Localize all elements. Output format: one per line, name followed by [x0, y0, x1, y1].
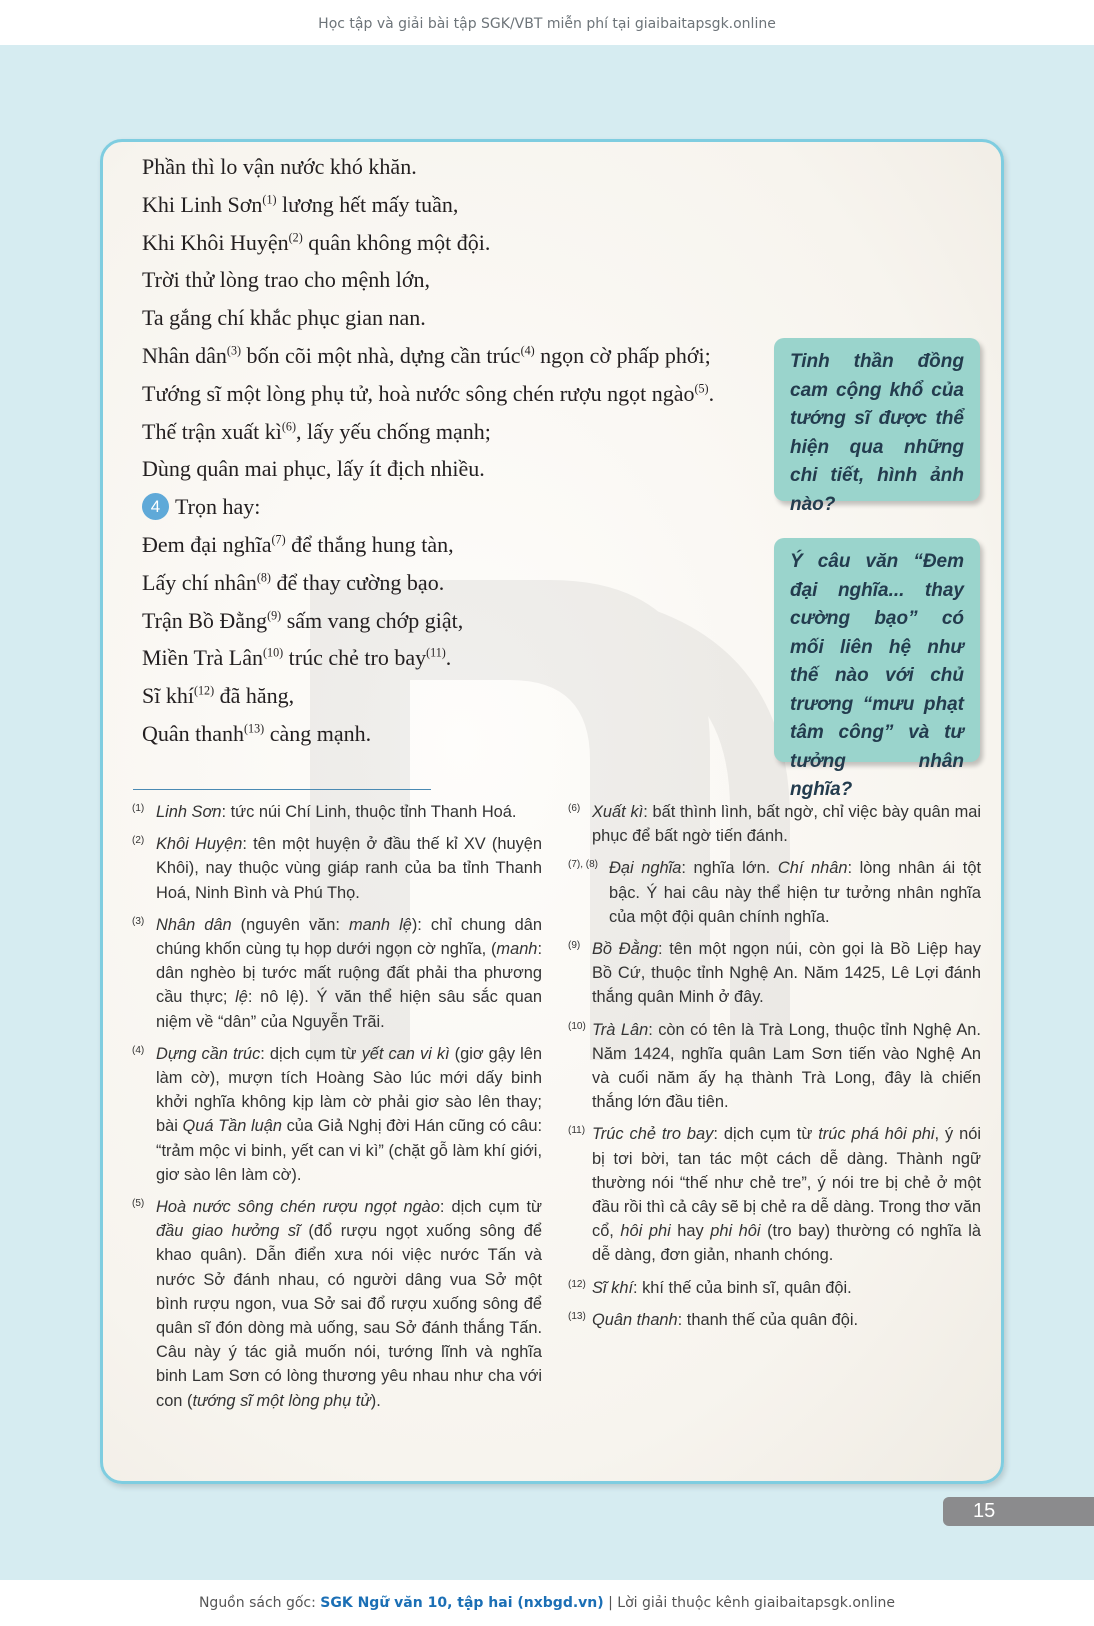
poem-line — [142, 413, 714, 451]
footnote-item — [568, 1276, 981, 1300]
footnote-marker: (7), (8) — [568, 859, 598, 871]
text-run: : còn có tên là Trà Long, thuộc tỉnh Nghệ An. Năm 1424, nghĩa quân Lam Sơn tiến vào Nghệ An và cuối năm ấy hạ thành Trà Long, đây là chiến thắng lớn đầu tiên. — [592, 1020, 981, 1112]
text-run: : bất thình lình, bất ngờ, chỉ việc bày quân mai phục để bất ngờ tiến đánh. — [592, 803, 981, 846]
text-run: Nhân dân — [142, 342, 227, 368]
poem-line — [142, 337, 714, 375]
poem-line — [142, 602, 714, 640]
italic-term: lệ — [235, 988, 248, 1007]
footnote-ref: (11) — [426, 645, 446, 660]
footnote-ref: (3) — [226, 343, 242, 358]
italic-term: Dựng cần trúc — [156, 1044, 261, 1063]
text-run: : dịch cụm từ — [260, 1044, 362, 1063]
poem-line — [142, 639, 714, 677]
text-run: Trời thử lòng trao cho mệnh lớn, — [142, 267, 430, 293]
italic-term: Sĩ khí — [592, 1278, 633, 1297]
text-run: trúc chẻ tro bay — [283, 645, 427, 671]
text-run: : dịch cụm từ — [439, 1198, 542, 1217]
poem-line — [142, 224, 714, 262]
footnote-marker: (6) — [568, 803, 581, 814]
footnotes-left-column — [132, 800, 542, 1421]
italic-term: Nhân dân — [156, 915, 232, 934]
italic-term: Đại nghĩa — [609, 859, 682, 878]
text-run: Đem đại nghĩa — [142, 531, 272, 557]
poem-line — [142, 526, 714, 564]
footer-prefix: Nguồn sách gốc: — [198, 1595, 321, 1611]
footnote-item — [568, 1122, 981, 1267]
footnote-divider — [133, 789, 431, 790]
footnote-item — [132, 832, 542, 905]
text-run: đã hăng, — [214, 683, 295, 709]
text-run: Phần thì lo vận nước khó khăn. — [142, 154, 417, 179]
footnote-item — [568, 1018, 981, 1115]
poem-line — [142, 677, 714, 715]
footnote-item — [132, 1195, 542, 1413]
guiding-question-text-2: Ý câu văn “Đem đại nghĩa... thay cường bạo” có mối liên hệ như thế nào với chủ trương “mưu phạt tâm công” và tư tưởng nhân nghĩa? — [790, 551, 964, 800]
text-run: : nô lệ). Ý văn thể hiện sâu sắc quan niệm về “dân” của Nguyễn Trãi. — [156, 988, 542, 1031]
footnote-item — [568, 856, 981, 929]
poem-line — [142, 450, 714, 488]
italic-term: Quá Tần luận — [182, 1117, 282, 1136]
footnote-ref: (10) — [263, 645, 284, 660]
text-run: để thay cường bạo. — [270, 569, 445, 595]
footnote-ref: (1) — [262, 192, 277, 207]
guiding-question-box-1 — [774, 338, 980, 515]
source-footer — [0, 1580, 1094, 1626]
footer-suffix: | Lời giải thuộc kênh giaibaitapsgk.online — [603, 1595, 896, 1611]
footnote-item — [568, 1308, 981, 1332]
footnote-ref: (5) — [694, 381, 709, 396]
text-run: Lấy chí nhân — [142, 569, 257, 595]
italic-term: Linh Sơn — [156, 803, 222, 821]
section-number-badge: 4 — [142, 493, 169, 520]
text-run: . — [708, 380, 715, 406]
footnote-item — [132, 913, 542, 1034]
text-run: : tức núi Chí Linh, thuộc tỉnh Thanh Hoá. — [221, 803, 517, 821]
footnote-marker: (9) — [568, 940, 581, 952]
page-number: 15 — [973, 1500, 996, 1522]
poem-excerpt — [142, 148, 714, 753]
footnote-item — [568, 937, 981, 1010]
text-run: : thanh thế của quân đội. — [677, 1310, 859, 1329]
italic-term: Xuất kì — [592, 803, 644, 821]
guiding-question-text-1: Tinh thần đồng cam cộng khổ của tướng sĩ được thể hiện qua những chi tiết, hình ảnh nào? — [790, 351, 964, 515]
text-run: : tên một ngọn núi, còn gọi là Bồ Liệp hay Bồ Cứ, thuộc tỉnh Nghệ An. Năm 1425, Lê Lợi đánh thắng quân Minh ở đây. — [592, 940, 981, 1007]
text-run: Miền Trà Lân — [142, 645, 263, 671]
footnote-marker: (12) — [568, 1278, 586, 1290]
text-run: Dùng quân mai phục, lấy ít địch nhiều. — [142, 456, 485, 482]
text-run: Ta gắng chí khắc phục gian nan. — [142, 305, 426, 331]
text-run: Trọn hay: — [175, 494, 261, 520]
footnote-marker: (3) — [132, 915, 145, 927]
italic-term: manh lệ — [349, 915, 412, 934]
footnote-ref: (12) — [193, 683, 215, 698]
footnote-marker: (4) — [132, 1044, 145, 1056]
text-run: : khí thế của binh sĩ, quân đội. — [633, 1278, 852, 1297]
footer-source-link[interactable]: SGK Ngữ văn 10, tập hai (nxbgd.vn) — [320, 1595, 604, 1611]
footnote-ref: (9) — [267, 608, 282, 623]
footnote-ref: (4) — [520, 343, 535, 358]
text-run: Quân thanh — [142, 720, 245, 746]
italic-term: Chí nhân — [777, 859, 848, 878]
italic-term: Trà Lân — [592, 1020, 649, 1039]
text-run: , lấy yếu chống mạnh; — [296, 418, 491, 444]
text-run: bốn cõi một nhà, dựng cần trúc — [241, 342, 521, 368]
footnote-ref: (13) — [244, 721, 265, 736]
footnote-item — [568, 800, 981, 848]
text-run: : dân nghèo bị tước mất ruộng đất phải tha phương cầu thực; — [156, 940, 542, 1007]
footnote-ref: (6) — [281, 419, 297, 434]
footnote-marker: (2) — [132, 835, 145, 847]
text-run: (giơ gậy lên làm cờ), mượn tích Hoàng Sào lúc mới dấy binh khởi nghĩa không kịp làm cờ phải giơ sào lên thay; bài — [156, 1044, 542, 1136]
poem-line — [142, 488, 714, 526]
page-number-tab — [943, 1497, 1094, 1526]
italic-term: Khôi Huyện — [156, 835, 243, 854]
italic-term: hôi phi — [620, 1222, 671, 1241]
text-run: : lòng nhân ái tột bậc. Ý hai câu này thể hiện tư tưởng nhân nghĩa của một đội quân chính nghĩa. — [609, 859, 981, 926]
footnote-ref: (8) — [256, 570, 271, 585]
text-run: hay — [670, 1222, 711, 1241]
text-run: Trận Bồ Đằng — [142, 607, 268, 633]
poem-line — [142, 375, 714, 413]
footnote-marker: (5) — [132, 1198, 145, 1210]
text-run: ngọn cờ phấp phới; — [534, 342, 711, 368]
text-run: : nghĩa lớn. — [681, 859, 778, 878]
footnote-marker: (10) — [568, 1020, 586, 1032]
text-run: Thế trận xuất kì — [142, 418, 282, 444]
site-header-banner — [0, 0, 1094, 45]
footnotes-right-column — [568, 800, 981, 1340]
text-run: (nguyên văn: — [231, 915, 350, 934]
italic-term: yết can vi kì — [361, 1044, 450, 1063]
site-header-text: Học tập và giải bài tập SGK/VBT miễn phí tại giaibaitapsgk.online — [318, 16, 776, 32]
poem-line — [142, 261, 714, 299]
text-run: để thắng hung tàn, — [285, 531, 454, 557]
footnote-marker: (13) — [568, 1310, 586, 1322]
text-run: Tướng sĩ một lòng phụ tử, hoà nước sông chén rượu ngọt ngào — [142, 380, 695, 406]
text-run: càng mạnh. — [264, 720, 372, 746]
text-run: Sĩ khí — [142, 683, 194, 709]
italic-term: đầu giao hưởng sĩ — [156, 1222, 300, 1241]
poem-line — [142, 564, 714, 602]
italic-term: tướng sĩ một lòng phụ tử — [192, 1391, 371, 1410]
text-run: của Giả Nghị đời Hán cũng có câu: “trảm mộc vi binh, yết can vi kì” (chặt gỗ làm khí giới, giơ sào lên làm cờ). — [156, 1117, 542, 1184]
text-run: Khi Khôi Huyện — [142, 229, 289, 255]
poem-line — [142, 715, 714, 753]
footnote-item — [132, 1042, 542, 1187]
italic-term: phi hôi — [710, 1222, 761, 1241]
text-run: lương hết mấy tuần, — [276, 191, 459, 217]
text-run: ). — [370, 1391, 381, 1410]
text-run: : dịch cụm từ — [713, 1125, 819, 1144]
italic-term: Hoà nước sông chén rượu ngọt ngào — [156, 1198, 440, 1217]
footnote-item — [132, 800, 542, 824]
italic-term: Trúc chẻ tro bay — [592, 1125, 714, 1144]
text-run: : tên một huyện ở đầu thế kỉ XV (huyện Khôi), nay thuộc vùng giáp ranh của ba tỉnh Thanh Hoá, Ninh Bình và Phú Thọ. — [156, 835, 542, 902]
text-run: (đổ rượu ngọt xuống sông để khao quân). Dẫn điển xưa nói việc nước Tấn và nước Sở đánh nhau, có người dâng vua Sở một bình rượu ngon, vua Sở sai đổ rượu xuống sông để quân sĩ đón dòng mà uống, sau Sở đánh thắng Tấn. Câu này ý tác giả muốn nói, tướng lĩnh và nghĩa binh Lam Sơn có lòng thương yêu nhau như cha với con ( — [156, 1222, 543, 1410]
text-run: (tro bay) thường có nghĩa là dễ dàng, đơn giản, nhanh chóng. — [592, 1222, 981, 1265]
poem-line — [142, 299, 714, 337]
footnote-ref: (7) — [271, 532, 286, 547]
italic-term: trúc phá hôi phi — [818, 1125, 935, 1144]
text-run: , ý nói bị tơi bời, tan tác một cách dễ dàng. Thành ngữ thường nói “thế như chẻ tre”, ý nói tre bị chẻ ở một đầu rồi thì cả cây sẽ bị chẻ ra dễ dàng. Trong thơ văn cổ, — [592, 1125, 981, 1241]
italic-term: Quân thanh — [592, 1310, 678, 1329]
italic-term: Bồ Đằng — [592, 940, 658, 959]
poem-line — [142, 148, 714, 186]
text-run: sấm vang chớp giật, — [281, 607, 464, 633]
text-run: quân không một đội. — [302, 229, 491, 255]
text-run: Khi Linh Sơn — [142, 191, 263, 217]
text-run: ): chỉ chung dân chúng khốn cùng tụ họp dưới ngọn cờ nghĩa, ( — [156, 915, 543, 959]
footnote-marker: (1) — [132, 803, 145, 814]
poem-line — [142, 186, 714, 224]
text-run: . — [445, 645, 452, 671]
guiding-question-box-2 — [774, 538, 980, 800]
italic-term: manh — [496, 940, 538, 959]
footnote-ref: (2) — [288, 230, 303, 245]
footnote-marker: (11) — [568, 1125, 586, 1137]
